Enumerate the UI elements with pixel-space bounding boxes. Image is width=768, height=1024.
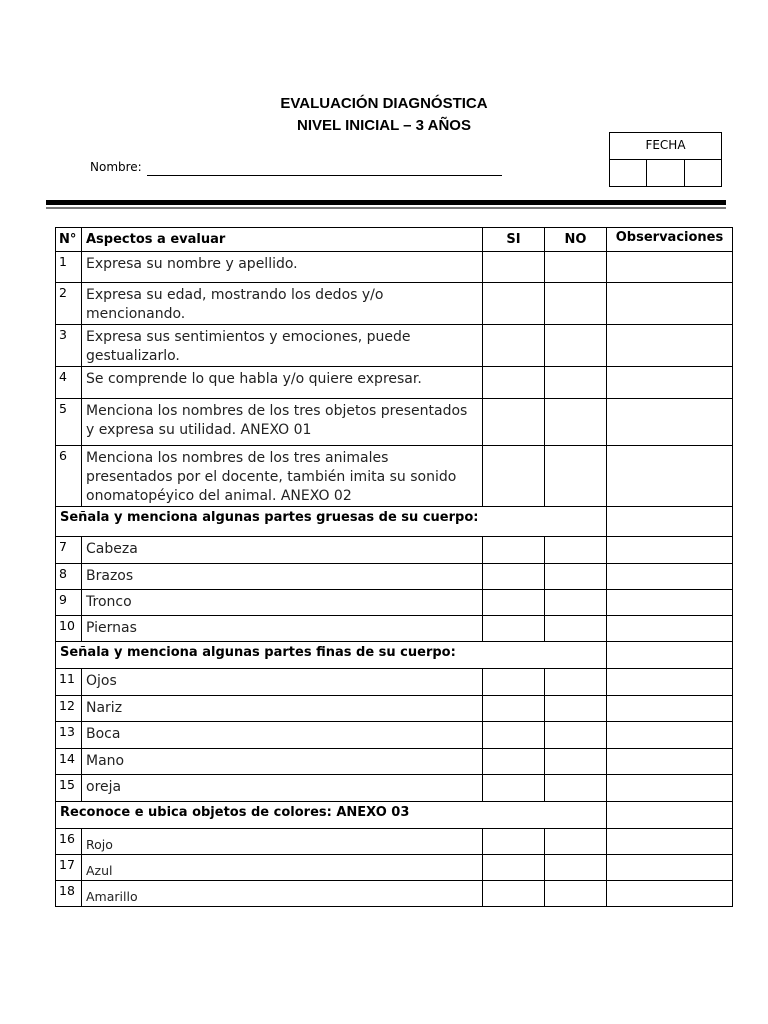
- row-number: 3: [56, 325, 82, 367]
- col-header-aspect: Aspectos a evaluar: [82, 228, 483, 252]
- col-header-no: NO: [545, 228, 607, 252]
- observations-cell[interactable]: [607, 669, 733, 696]
- yes-cell[interactable]: [483, 722, 545, 749]
- yes-cell[interactable]: [483, 855, 545, 881]
- yes-cell[interactable]: [483, 446, 545, 507]
- row-number: 7: [56, 537, 82, 564]
- row-number: 8: [56, 564, 82, 590]
- yes-cell[interactable]: [483, 775, 545, 802]
- aspect-text: Boca: [82, 722, 483, 749]
- aspect-text: Menciona los nombres de los tres animales presentados por el docente, también imita su sonido onomatopéyico del animal. ANEXO 02: [82, 446, 483, 507]
- no-cell[interactable]: [545, 283, 607, 325]
- aspect-text: Ojos: [82, 669, 483, 696]
- name-label: Nombre:: [90, 160, 142, 174]
- table-row: [56, 881, 733, 907]
- table-row: [56, 367, 733, 399]
- row-number: 14: [56, 749, 82, 775]
- aspect-text: Rojo: [82, 829, 483, 855]
- no-cell[interactable]: [545, 855, 607, 881]
- col-header-num: N°: [56, 228, 82, 252]
- observations-cell[interactable]: [607, 775, 733, 802]
- row-number: 17: [56, 855, 82, 881]
- table-row: [56, 696, 733, 722]
- table-body: [56, 252, 733, 907]
- yes-cell[interactable]: [483, 252, 545, 283]
- no-cell[interactable]: [545, 616, 607, 642]
- no-cell[interactable]: [545, 252, 607, 283]
- row-number: 9: [56, 590, 82, 616]
- no-cell[interactable]: [545, 367, 607, 399]
- no-cell[interactable]: [545, 775, 607, 802]
- row-number: 5: [56, 399, 82, 446]
- section-row: [56, 802, 733, 829]
- observations-cell[interactable]: [607, 749, 733, 775]
- aspect-text: Cabeza: [82, 537, 483, 564]
- aspect-text: Nariz: [82, 696, 483, 722]
- aspect-text: Expresa sus sentimientos y emociones, puede gestualizarlo.: [82, 325, 483, 367]
- aspect-text: Menciona los nombres de los tres objetos presentados y expresa su utilidad. ANEXO 01: [82, 399, 483, 446]
- row-number: 11: [56, 669, 82, 696]
- no-cell[interactable]: [545, 399, 607, 446]
- observations-cell[interactable]: [607, 881, 733, 907]
- no-cell[interactable]: [545, 722, 607, 749]
- observations-cell[interactable]: [607, 399, 733, 446]
- yes-cell[interactable]: [483, 881, 545, 907]
- section-row: [56, 507, 733, 537]
- table-row: [56, 252, 733, 283]
- table-header-row: [56, 228, 733, 252]
- observations-cell[interactable]: [607, 564, 733, 590]
- no-cell[interactable]: [545, 881, 607, 907]
- observations-cell[interactable]: [607, 325, 733, 367]
- row-number: 18: [56, 881, 82, 907]
- no-cell[interactable]: [545, 669, 607, 696]
- section-title: Señala y menciona algunas partes finas de su cuerpo:: [56, 642, 607, 669]
- yes-cell[interactable]: [483, 696, 545, 722]
- aspect-text: Tronco: [82, 590, 483, 616]
- section-title: Reconoce e ubica objetos de colores: ANEXO 03: [56, 802, 607, 829]
- table-row: [56, 325, 733, 367]
- row-number: 10: [56, 616, 82, 642]
- date-year-field[interactable]: [685, 160, 721, 187]
- aspect-text: Amarillo: [82, 881, 483, 907]
- table-row: [56, 564, 733, 590]
- observations-cell[interactable]: [607, 696, 733, 722]
- table-row: [56, 775, 733, 802]
- date-day-field[interactable]: [610, 160, 647, 187]
- aspect-text: Brazos: [82, 564, 483, 590]
- row-number: 13: [56, 722, 82, 749]
- no-cell[interactable]: [545, 829, 607, 855]
- yes-cell[interactable]: [483, 829, 545, 855]
- no-cell[interactable]: [545, 696, 607, 722]
- no-cell[interactable]: [545, 446, 607, 507]
- col-header-yes: SI: [483, 228, 545, 252]
- table-row: [56, 829, 733, 855]
- aspect-text: Azul: [82, 855, 483, 881]
- observations-cell[interactable]: [607, 722, 733, 749]
- row-number: 16: [56, 829, 82, 855]
- yes-cell[interactable]: [483, 399, 545, 446]
- table-row: [56, 283, 733, 325]
- yes-cell[interactable]: [483, 537, 545, 564]
- col-header-observations: Observaciones: [607, 228, 733, 252]
- row-number: 15: [56, 775, 82, 802]
- header-divider-thin: [46, 207, 726, 209]
- yes-cell[interactable]: [483, 616, 545, 642]
- observations-cell[interactable]: [607, 590, 733, 616]
- aspect-text: oreja: [82, 775, 483, 802]
- table-row: [56, 446, 733, 507]
- observations-cell[interactable]: [607, 855, 733, 881]
- evaluation-table: [55, 227, 733, 907]
- yes-cell[interactable]: [483, 749, 545, 775]
- aspect-text: Se comprende lo que habla y/o quiere expresar.: [82, 367, 483, 399]
- yes-cell[interactable]: [483, 564, 545, 590]
- table-row: [56, 722, 733, 749]
- section-row: [56, 642, 733, 669]
- row-number: 12: [56, 696, 82, 722]
- header-divider: [46, 200, 726, 205]
- document-subtitle: NIVEL INICIAL – 3 AÑOS: [297, 117, 471, 134]
- observations-cell[interactable]: [607, 829, 733, 855]
- yes-cell[interactable]: [483, 367, 545, 399]
- yes-cell[interactable]: [483, 669, 545, 696]
- table-row: [56, 749, 733, 775]
- yes-cell[interactable]: [483, 283, 545, 325]
- observations-cell[interactable]: [607, 283, 733, 325]
- no-cell[interactable]: [545, 590, 607, 616]
- section-title: Señala y menciona algunas partes gruesas de su cuerpo:: [56, 507, 607, 537]
- observations-cell[interactable]: [607, 642, 733, 669]
- no-cell[interactable]: [545, 564, 607, 590]
- observations-cell[interactable]: [607, 252, 733, 283]
- aspect-text: Expresa su edad, mostrando los dedos y/o mencionando.: [82, 283, 483, 325]
- aspect-text: Piernas: [82, 616, 483, 642]
- row-number: 4: [56, 367, 82, 399]
- date-month-field[interactable]: [647, 160, 684, 187]
- observations-cell[interactable]: [607, 802, 733, 829]
- table-row: [56, 669, 733, 696]
- table-row: [56, 537, 733, 564]
- table-row: [56, 399, 733, 446]
- observations-cell[interactable]: [607, 537, 733, 564]
- table-row: [56, 590, 733, 616]
- date-label: FECHA: [610, 133, 721, 160]
- yes-cell[interactable]: [483, 325, 545, 367]
- aspect-text: Mano: [82, 749, 483, 775]
- table-row: [56, 616, 733, 642]
- row-number: 2: [56, 283, 82, 325]
- no-cell[interactable]: [545, 749, 607, 775]
- date-box: [609, 132, 722, 187]
- observations-cell[interactable]: [607, 507, 733, 537]
- aspect-text: Expresa su nombre y apellido.: [82, 252, 483, 283]
- document-title: EVALUACIÓN DIAGNÓSTICA: [280, 95, 488, 112]
- row-number: 1: [56, 252, 82, 283]
- row-number: 6: [56, 446, 82, 507]
- observations-cell[interactable]: [607, 367, 733, 399]
- observations-cell[interactable]: [607, 446, 733, 507]
- no-cell[interactable]: [545, 537, 607, 564]
- no-cell[interactable]: [545, 325, 607, 367]
- name-field[interactable]: [147, 175, 502, 176]
- yes-cell[interactable]: [483, 590, 545, 616]
- table-row: [56, 855, 733, 881]
- observations-cell[interactable]: [607, 616, 733, 642]
